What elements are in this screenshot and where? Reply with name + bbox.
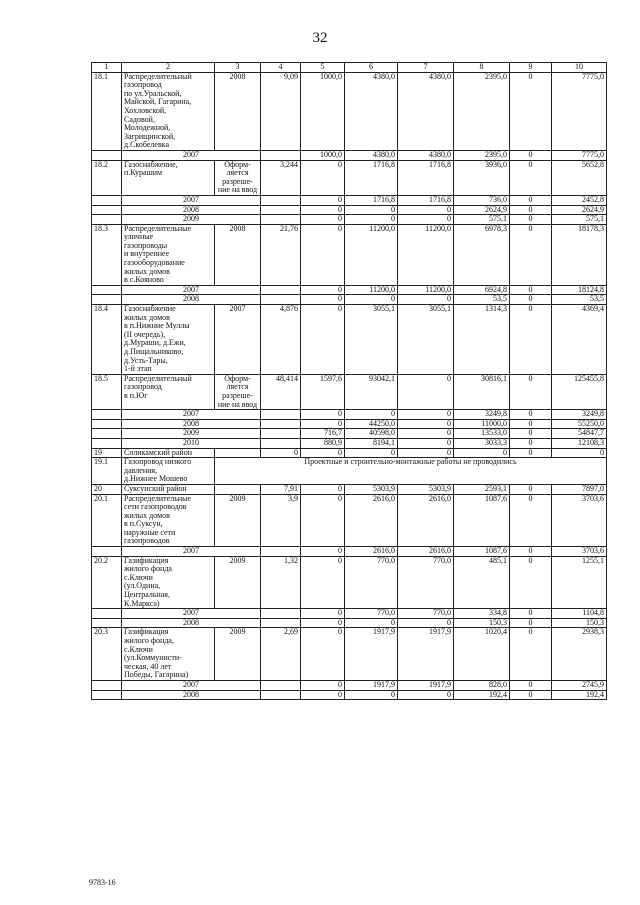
table-row-year <box>92 410 607 420</box>
value-cell: 0 <box>510 680 552 690</box>
row-number-cell: 20.2 <box>92 556 122 609</box>
value-cell: 0 <box>510 305 552 375</box>
empty-cell <box>261 419 301 429</box>
total-cell: 3249,8 <box>552 410 607 420</box>
row-number-cell: 19 <box>92 448 122 458</box>
table-row-note <box>92 458 607 485</box>
table-row-object <box>92 72 607 150</box>
total-cell: 12108,3 <box>552 438 607 448</box>
value-cell: 0 <box>301 484 345 494</box>
value-cell: 1716,8 <box>398 160 454 195</box>
table-row-object <box>92 160 607 195</box>
value-cell: 0 <box>301 419 345 429</box>
object-name-cell: Газоснабжение, п.Курашим <box>122 160 215 195</box>
value-cell: 0 <box>510 618 552 628</box>
value-cell: 0 <box>510 438 552 448</box>
value-cell: 2624,9 <box>454 205 510 215</box>
empty-cell <box>92 195 122 205</box>
value-cell: 1716,8 <box>345 195 398 205</box>
column-header: 10 <box>552 63 607 73</box>
total-cell: 18178,3 <box>552 224 607 285</box>
value-cell: 0 <box>398 429 454 439</box>
empty-cell <box>92 215 122 225</box>
empty-cell <box>261 205 301 215</box>
empty-cell <box>261 690 301 700</box>
value-cell: 1087,6 <box>454 494 510 547</box>
commissioning-cell: Оформ- ляется разреше- ние на ввод <box>215 374 261 409</box>
column-header: 5 <box>301 63 345 73</box>
total-cell: 2938,3 <box>552 628 607 681</box>
value-cell: 53,5 <box>454 295 510 305</box>
value-cell: 0 <box>454 448 510 458</box>
object-name-cell: Распределительные сети газопроводов жилых домов в п.Суксун, наружные сети газопроводов <box>122 494 215 547</box>
total-cell: 2745,9 <box>552 680 607 690</box>
year-cell: 2008 <box>122 205 261 215</box>
empty-cell <box>261 609 301 619</box>
empty-cell <box>92 438 122 448</box>
length-cell: 1,32 <box>261 556 301 609</box>
empty-cell <box>92 285 122 295</box>
table-row-year <box>92 195 607 205</box>
length-cell: 3,244 <box>261 160 301 195</box>
value-cell: 0 <box>510 150 552 160</box>
value-cell: 1314,3 <box>454 305 510 375</box>
value-cell: 11200,0 <box>398 285 454 295</box>
column-header: 4 <box>261 63 301 73</box>
table-row-district <box>92 484 607 494</box>
row-number-cell: 20.1 <box>92 494 122 547</box>
value-cell: 0 <box>301 448 345 458</box>
empty-cell <box>92 547 122 557</box>
total-cell: 192,4 <box>552 690 607 700</box>
value-cell: 0 <box>301 305 345 375</box>
total-cell: 7775,0 <box>552 150 607 160</box>
value-cell: 0 <box>398 374 454 409</box>
length-cell: 7,91 <box>261 484 301 494</box>
empty-cell <box>261 547 301 557</box>
value-cell: 5303,9 <box>398 484 454 494</box>
year-cell: 2009 <box>122 429 261 439</box>
table-row-year <box>92 215 607 225</box>
commissioning-cell: Оформ- ляется разреше- ние на ввод <box>215 160 261 195</box>
value-cell: 0 <box>301 285 345 295</box>
total-cell: 7897,0 <box>552 484 607 494</box>
object-name-cell: Суксунский район <box>122 484 215 494</box>
value-cell: 0 <box>398 410 454 420</box>
total-cell: 7775,0 <box>552 72 607 150</box>
value-cell: 0 <box>301 609 345 619</box>
value-cell: 1716,8 <box>398 195 454 205</box>
value-cell: 2395,0 <box>454 72 510 150</box>
value-cell: 0 <box>301 618 345 628</box>
row-number-cell: 18.5 <box>92 374 122 409</box>
row-number-cell: 18.2 <box>92 160 122 195</box>
value-cell: 13533,0 <box>454 429 510 439</box>
value-cell: 11200,0 <box>345 285 398 295</box>
value-cell: 2616,0 <box>398 494 454 547</box>
value-cell: 0 <box>301 205 345 215</box>
value-cell: 30816,1 <box>454 374 510 409</box>
value-cell: 575,1 <box>454 215 510 225</box>
value-cell: 0 <box>345 618 398 628</box>
value-cell: 0 <box>510 295 552 305</box>
value-cell: 0 <box>510 690 552 700</box>
year-cell: 2007 <box>122 547 261 557</box>
value-cell: 770,0 <box>345 556 398 609</box>
value-cell: 44250,0 <box>345 419 398 429</box>
object-name-cell: Соликамский район <box>122 448 215 458</box>
value-cell: 4380,0 <box>345 150 398 160</box>
row-number-cell: 18.3 <box>92 224 122 285</box>
value-cell: 0 <box>510 374 552 409</box>
investment-table <box>91 62 607 700</box>
value-cell: 1917,9 <box>345 628 398 681</box>
value-cell: 1087,6 <box>454 547 510 557</box>
table-row-year <box>92 680 607 690</box>
table-row-object <box>92 374 607 409</box>
value-cell: 1000,0 <box>301 150 345 160</box>
value-cell: 0 <box>301 295 345 305</box>
empty-cell <box>92 205 122 215</box>
value-cell: 4380,0 <box>398 72 454 150</box>
empty-cell <box>92 609 122 619</box>
table-row-object <box>92 556 607 609</box>
value-cell: 0 <box>301 410 345 420</box>
value-cell: 6924,8 <box>454 285 510 295</box>
value-cell: 3936,0 <box>454 160 510 195</box>
value-cell: 6978,3 <box>454 224 510 285</box>
total-cell: 3703,6 <box>552 547 607 557</box>
value-cell: 0 <box>510 484 552 494</box>
value-cell: 0 <box>345 448 398 458</box>
value-cell: 0 <box>510 556 552 609</box>
value-cell: 0 <box>510 72 552 150</box>
value-cell: 0 <box>510 160 552 195</box>
table-header <box>92 63 607 73</box>
column-number-row <box>92 63 607 73</box>
value-cell: 770,0 <box>398 556 454 609</box>
empty-cell <box>92 680 122 690</box>
value-cell: 0 <box>301 547 345 557</box>
value-cell: 0 <box>301 224 345 285</box>
commissioning-cell <box>215 448 261 458</box>
total-cell: 53,5 <box>552 295 607 305</box>
value-cell: 1917,9 <box>398 680 454 690</box>
object-name-cell: Распределительный газопровод по ул.Уральской, Майской, Гагарина, Хохловской, Садовой, Молодежной, Загрищинской, д.Скобелевка <box>122 72 215 150</box>
commissioning-cell: 2008 <box>215 72 261 150</box>
value-cell: 0 <box>301 195 345 205</box>
value-cell: 2616,0 <box>398 547 454 557</box>
empty-cell <box>92 429 122 439</box>
table-row-object <box>92 224 607 285</box>
object-name-cell: Газоснабжение жилых домов в п.Нижние Муллы (II очередь), д.Мураши, д.Ежи, д.Пищальниково, д.Усть-Тары, 1-й этап <box>122 305 215 375</box>
table-row-object <box>92 494 607 547</box>
value-cell: 0 <box>301 215 345 225</box>
value-cell: 0 <box>398 205 454 215</box>
table-row-year <box>92 150 607 160</box>
row-number-cell: 18.1 <box>92 72 122 150</box>
table-row-year <box>92 690 607 700</box>
value-cell: 0 <box>510 547 552 557</box>
value-cell: 40598,0 <box>345 429 398 439</box>
total-cell: 150,3 <box>552 618 607 628</box>
empty-cell <box>261 680 301 690</box>
column-header: 8 <box>454 63 510 73</box>
value-cell: 0 <box>398 295 454 305</box>
value-cell: 736,0 <box>454 195 510 205</box>
table-body <box>92 72 607 700</box>
commissioning-cell: 2008 <box>215 224 261 285</box>
value-cell: 3055,1 <box>345 305 398 375</box>
empty-cell <box>261 410 301 420</box>
value-cell: 4380,0 <box>398 150 454 160</box>
value-cell: 828,0 <box>454 680 510 690</box>
column-header: 1 <box>92 63 122 73</box>
total-cell: 2452,8 <box>552 195 607 205</box>
value-cell: 0 <box>510 494 552 547</box>
note-cell: Проектные и строительно-монтажные работы не проводились <box>215 458 607 485</box>
value-cell: 0 <box>345 215 398 225</box>
year-cell: 2007 <box>122 150 261 160</box>
table-row-year <box>92 429 607 439</box>
year-cell: 2007 <box>122 195 261 205</box>
value-cell: 0 <box>345 205 398 215</box>
value-cell: 0 <box>301 680 345 690</box>
value-cell: 192,4 <box>454 690 510 700</box>
total-cell: 1104,8 <box>552 609 607 619</box>
empty-cell <box>261 150 301 160</box>
value-cell: 11200,0 <box>345 224 398 285</box>
total-cell: 5652,8 <box>552 160 607 195</box>
year-cell: 2008 <box>122 419 261 429</box>
table-row-year <box>92 609 607 619</box>
object-name-cell: Газификация жилого фонда, с.Ключи (ул.Коммунисти- ческая, 40 лет Победы, Гагарина) <box>122 628 215 681</box>
row-number-cell: 19.1 <box>92 458 122 485</box>
value-cell: 2616,0 <box>345 494 398 547</box>
empty-cell <box>261 215 301 225</box>
year-cell: 2008 <box>122 295 261 305</box>
value-cell: 0 <box>510 205 552 215</box>
value-cell: 0 <box>398 438 454 448</box>
value-cell: 770,0 <box>345 609 398 619</box>
value-cell: 11000,0 <box>454 419 510 429</box>
value-cell: 1716,8 <box>345 160 398 195</box>
empty-cell <box>92 410 122 420</box>
object-name-cell: Распределительные уличные газопроводы и внутреннее газооборудование жилых домов в с.Кояново <box>122 224 215 285</box>
value-cell: 0 <box>510 628 552 681</box>
value-cell: 1597,6 <box>301 374 345 409</box>
column-header: 7 <box>398 63 454 73</box>
value-cell: 1917,9 <box>345 680 398 690</box>
total-cell: 575,1 <box>552 215 607 225</box>
column-header: 2 <box>122 63 215 73</box>
value-cell: 0 <box>510 410 552 420</box>
total-cell: 55250,0 <box>552 419 607 429</box>
year-cell: 2010 <box>122 438 261 448</box>
value-cell: 1020,4 <box>454 628 510 681</box>
value-cell: 2593,1 <box>454 484 510 494</box>
value-cell: 5303,9 <box>345 484 398 494</box>
commissioning-cell: 2009 <box>215 494 261 547</box>
value-cell: 0 <box>398 618 454 628</box>
value-cell: 0 <box>301 556 345 609</box>
commissioning-cell: 2009 <box>215 628 261 681</box>
column-header: 6 <box>345 63 398 73</box>
value-cell: 3055,1 <box>398 305 454 375</box>
total-cell: 3703,6 <box>552 494 607 547</box>
length-cell: 21,76 <box>261 224 301 285</box>
table-row-object <box>92 628 607 681</box>
footer-code: 9783-16 <box>89 878 116 887</box>
value-cell: 1000,0 <box>301 72 345 150</box>
year-cell: 2008 <box>122 690 261 700</box>
empty-cell <box>261 438 301 448</box>
value-cell: 485,1 <box>454 556 510 609</box>
length-cell: 48,414 <box>261 374 301 409</box>
value-cell: 0 <box>510 419 552 429</box>
value-cell: 0 <box>510 448 552 458</box>
year-cell: 2007 <box>122 285 261 295</box>
table-row-year <box>92 438 607 448</box>
empty-cell <box>261 285 301 295</box>
value-cell: 0 <box>510 429 552 439</box>
value-cell: 0 <box>510 285 552 295</box>
year-cell: 2007 <box>122 410 261 420</box>
column-header: 9 <box>510 63 552 73</box>
year-cell: 2008 <box>122 618 261 628</box>
value-cell: 0 <box>345 410 398 420</box>
value-cell: 3033,3 <box>454 438 510 448</box>
value-cell: 1917,9 <box>398 628 454 681</box>
year-cell: 2009 <box>122 215 261 225</box>
value-cell: 0 <box>345 295 398 305</box>
value-cell: 11200,0 <box>398 224 454 285</box>
value-cell: 8194,1 <box>345 438 398 448</box>
length-cell: 9,09 <box>261 72 301 150</box>
table-row-year <box>92 547 607 557</box>
object-name-cell: Газопровод низкого давления, д.Нижнее Мошево <box>122 458 215 485</box>
value-cell: 0 <box>301 160 345 195</box>
object-name-cell: Распределительный газопровод в п.Юг <box>122 374 215 409</box>
empty-cell <box>261 195 301 205</box>
column-header: 3 <box>215 63 261 73</box>
total-cell: 2624,9 <box>552 205 607 215</box>
total-cell: 0 <box>552 448 607 458</box>
page-number: 32 <box>312 30 328 46</box>
value-cell: 0 <box>510 609 552 619</box>
value-cell: 2616,0 <box>345 547 398 557</box>
length-cell: 4,876 <box>261 305 301 375</box>
value-cell: 0 <box>301 494 345 547</box>
value-cell: 2395,0 <box>454 150 510 160</box>
year-cell: 2007 <box>122 609 261 619</box>
commissioning-cell <box>215 484 261 494</box>
value-cell: 880,9 <box>301 438 345 448</box>
empty-cell <box>92 419 122 429</box>
total-cell: 125455,8 <box>552 374 607 409</box>
length-cell: 2,69 <box>261 628 301 681</box>
value-cell: 334,8 <box>454 609 510 619</box>
value-cell: 0 <box>345 690 398 700</box>
object-name-cell: Газификация жилого фонда с.Ключи (ул.Одина, Центральная, К.Маркса) <box>122 556 215 609</box>
value-cell: 3249,8 <box>454 410 510 420</box>
commissioning-cell: 2009 <box>215 556 261 609</box>
length-cell: 0 <box>261 448 301 458</box>
value-cell: 0 <box>398 690 454 700</box>
empty-cell <box>261 429 301 439</box>
value-cell: 0 <box>398 215 454 225</box>
empty-cell <box>92 150 122 160</box>
table-row-object <box>92 305 607 375</box>
value-cell: 0 <box>510 224 552 285</box>
value-cell: 0 <box>301 628 345 681</box>
value-cell: 150,3 <box>454 618 510 628</box>
value-cell: 0 <box>510 215 552 225</box>
total-cell: 4369,4 <box>552 305 607 375</box>
row-number-cell: 20.3 <box>92 628 122 681</box>
year-cell: 2007 <box>122 680 261 690</box>
value-cell: 4380,0 <box>345 72 398 150</box>
row-number-cell: 20 <box>92 484 122 494</box>
empty-cell <box>92 690 122 700</box>
value-cell: 0 <box>510 195 552 205</box>
total-cell: 54847,7 <box>552 429 607 439</box>
value-cell: 0 <box>301 690 345 700</box>
commissioning-cell: 2007 <box>215 305 261 375</box>
row-number-cell: 18.4 <box>92 305 122 375</box>
value-cell: 93042,1 <box>345 374 398 409</box>
total-cell: 1255,1 <box>552 556 607 609</box>
value-cell: 0 <box>398 419 454 429</box>
total-cell: 18124,8 <box>552 285 607 295</box>
value-cell: 716,7 <box>301 429 345 439</box>
value-cell: 770,0 <box>398 609 454 619</box>
length-cell: 3,9 <box>261 494 301 547</box>
value-cell: 0 <box>398 448 454 458</box>
